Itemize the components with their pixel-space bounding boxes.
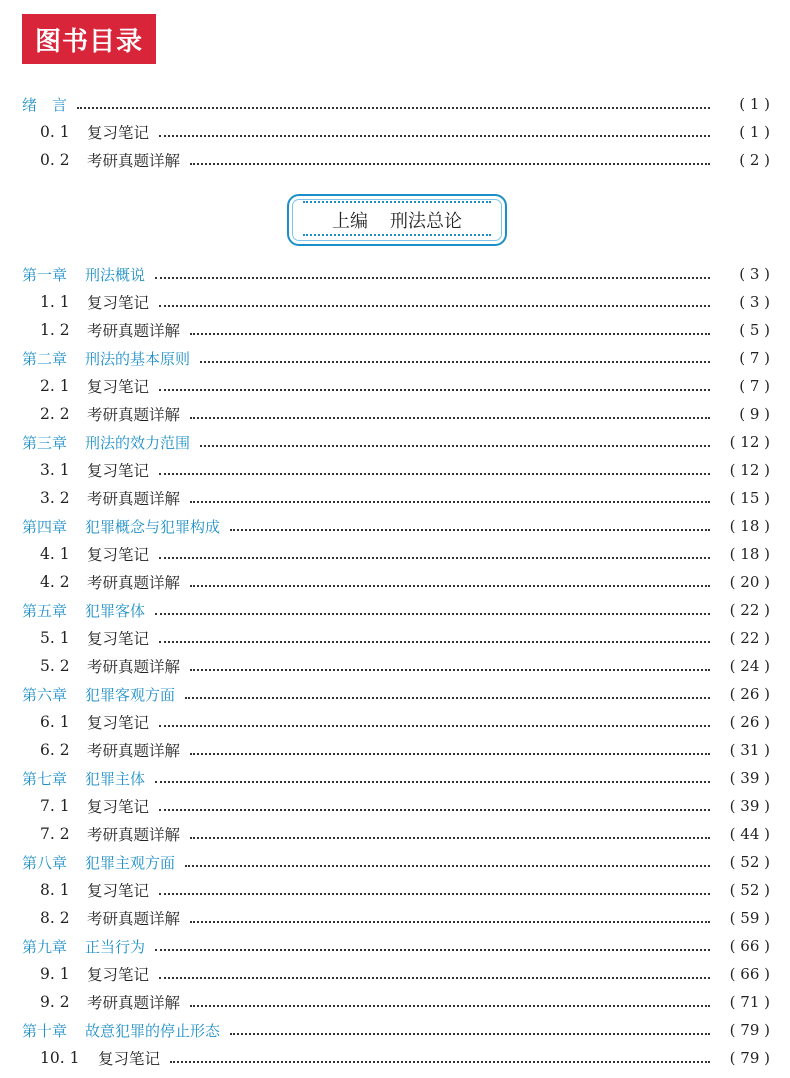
dot-leader [190, 332, 710, 335]
dot-leader [190, 752, 710, 755]
toc-entry-title [22, 432, 190, 453]
dot-leader [159, 304, 710, 307]
toc-entry-title [22, 739, 180, 761]
dot-leader [190, 500, 710, 503]
section-number: 1. 1 [40, 293, 70, 311]
chapter-label: 第一章 [22, 265, 68, 284]
dot-leader [159, 556, 710, 559]
section-number: 6. 2 [40, 741, 70, 759]
toc-entry-title [22, 403, 180, 425]
section-title: 考研真题详解 [87, 490, 181, 508]
toc-entry-title [22, 94, 67, 115]
toc-section-row[interactable] [22, 738, 770, 762]
section-number: 10. 1 [40, 1049, 80, 1067]
toc-section-row[interactable] [22, 794, 770, 818]
banner-flourish-top [303, 201, 491, 209]
section-number: 7. 2 [40, 825, 70, 843]
dot-leader [190, 668, 710, 671]
chapter-title: 刑法的效力范围 [85, 433, 191, 452]
toc-entry-title [22, 121, 149, 143]
dot-leader [230, 528, 710, 531]
dot-leader [155, 612, 710, 615]
part-title: 刑法总论 [390, 211, 462, 232]
toc-entry-title [22, 711, 149, 733]
section-title: 考研真题详解 [87, 152, 181, 170]
toc-section-row[interactable] [22, 654, 770, 678]
page-number: ( 26 ) [729, 713, 770, 731]
dot-leader [155, 276, 710, 279]
chapter-label: 第八章 [22, 853, 68, 872]
section-title: 考研真题详解 [87, 658, 181, 676]
toc-entry-title [22, 907, 180, 929]
toc-chapter-row[interactable] [22, 262, 770, 286]
toc-entry-title [22, 879, 149, 901]
toc-chapter-row[interactable] [22, 934, 770, 958]
toc-entry-title [22, 936, 145, 957]
chapter-title: 犯罪主观方面 [85, 853, 176, 872]
section-number: 2. 1 [40, 377, 70, 395]
section-title: 考研真题详解 [87, 322, 181, 340]
section-title: 考研真题详解 [87, 574, 181, 592]
section-title: 复习笔记 [87, 546, 150, 564]
toc-entry-title [22, 149, 180, 171]
page-number: ( 22 ) [729, 601, 770, 619]
toc-entry-title [22, 264, 145, 285]
toc-chapter-row[interactable] [22, 682, 770, 706]
section-title: 复习笔记 [87, 966, 150, 984]
toc-section-row[interactable] [22, 626, 770, 650]
dot-leader [159, 976, 710, 979]
toc-entry-title [22, 487, 180, 509]
page-number: ( 7 ) [739, 349, 770, 367]
chapter-label: 第三章 [22, 433, 68, 452]
section-title: 复习笔记 [87, 124, 150, 142]
toc-section-row[interactable] [22, 962, 770, 986]
chapter-label: 第四章 [22, 517, 68, 536]
toc-section-row[interactable] [22, 542, 770, 566]
page-number: ( 12 ) [729, 461, 770, 479]
page-number: ( 9 ) [739, 405, 770, 423]
chapter-title: 犯罪客体 [85, 601, 146, 620]
toc-entry-title [22, 823, 180, 845]
page-number: ( 20 ) [729, 573, 770, 591]
chapter-label: 第九章 [22, 937, 68, 956]
toc-section-row[interactable] [22, 402, 770, 426]
toc-entry-title [22, 991, 180, 1013]
section-number: 8. 2 [40, 909, 70, 927]
section-title: 考研真题详解 [87, 910, 181, 928]
page-number: ( 26 ) [729, 685, 770, 703]
toc-entry-title [22, 655, 180, 677]
dot-leader [159, 808, 710, 811]
section-number: 0. 2 [40, 151, 70, 169]
page-number: ( 66 ) [729, 965, 770, 983]
section-number: 4. 2 [40, 573, 70, 591]
toc-section-row[interactable] [22, 822, 770, 846]
page-number: ( 52 ) [729, 881, 770, 899]
page-number: ( 66 ) [729, 937, 770, 955]
toc-section-row[interactable] [22, 906, 770, 930]
section-title: 考研真题详解 [87, 994, 181, 1012]
dot-leader [159, 640, 710, 643]
dot-leader [77, 106, 710, 109]
toc-header-badge: 图书目录 [22, 14, 156, 64]
section-title: 复习笔记 [87, 630, 150, 648]
section-number: 2. 2 [40, 405, 70, 423]
toc-section-row[interactable] [22, 458, 770, 482]
toc-entry-title [22, 516, 220, 537]
page-number: ( 3 ) [739, 293, 770, 311]
page-number: ( 24 ) [729, 657, 770, 675]
page-number: ( 18 ) [729, 517, 770, 535]
toc-entry-title [22, 459, 149, 481]
dot-leader [170, 1060, 710, 1063]
page-number: ( 1 ) [739, 123, 770, 141]
page-number: ( 5 ) [739, 321, 770, 339]
toc-entry-title [22, 291, 149, 313]
page-number: ( 59 ) [729, 909, 770, 927]
page-number: ( 79 ) [729, 1049, 770, 1067]
toc-chapter-row[interactable] [22, 92, 770, 116]
page-number: ( 15 ) [729, 489, 770, 507]
toc-entry-title [22, 319, 180, 341]
page-number: ( 31 ) [729, 741, 770, 759]
section-title: 复习笔记 [87, 378, 150, 396]
toc-section-row[interactable] [22, 148, 770, 172]
toc-entry-title [22, 963, 149, 985]
section-title: 复习笔记 [87, 294, 150, 312]
chapter-label: 第二章 [22, 349, 68, 368]
toc-chapter-row[interactable] [22, 514, 770, 538]
chapter-title: 犯罪主体 [85, 769, 146, 788]
page-number: ( 7 ) [739, 377, 770, 395]
section-title: 考研真题详解 [87, 406, 181, 424]
dot-leader [200, 444, 710, 447]
section-number: 4. 1 [40, 545, 70, 563]
chapter-title: 刑法的基本原则 [85, 349, 191, 368]
toc-entry-title [22, 543, 149, 565]
dot-leader [200, 360, 710, 363]
toc-chapter-row[interactable] [22, 346, 770, 370]
dot-leader [155, 780, 710, 783]
section-number: 9. 2 [40, 993, 70, 1011]
page-number: ( 39 ) [729, 797, 770, 815]
toc-section-row[interactable] [22, 990, 770, 1014]
toc-entry-title [22, 375, 149, 397]
toc-entry-title [22, 684, 175, 705]
page-number: ( 22 ) [729, 629, 770, 647]
page-number: ( 1 ) [739, 95, 770, 113]
toc-entry-title [22, 348, 190, 369]
chapter-title: 犯罪概念与犯罪构成 [85, 517, 221, 536]
toc-section-row[interactable] [22, 1046, 770, 1070]
toc-chapter-row[interactable] [22, 1018, 770, 1042]
toc-section-row[interactable] [22, 570, 770, 594]
dot-leader [159, 472, 710, 475]
toc-section-row[interactable] [22, 486, 770, 510]
dot-leader [155, 948, 710, 951]
section-number: 0. 1 [40, 123, 70, 141]
banner-flourish-bottom [303, 234, 491, 242]
section-number: 3. 2 [40, 489, 70, 507]
chapter-title: 绪 言 [22, 95, 68, 114]
dot-leader [159, 134, 710, 137]
section-number: 6. 1 [40, 713, 70, 731]
page-number: ( 44 ) [729, 825, 770, 843]
toc-section-row[interactable] [22, 318, 770, 342]
page-number: ( 12 ) [729, 433, 770, 451]
toc-section-row[interactable] [22, 374, 770, 398]
dot-leader [185, 696, 710, 699]
dot-leader [190, 836, 710, 839]
toc-entry-title [22, 1020, 220, 1041]
section-title: 复习笔记 [87, 798, 150, 816]
dot-leader [190, 584, 710, 587]
chapter-label: 第七章 [22, 769, 68, 788]
section-title: 复习笔记 [98, 1050, 161, 1068]
section-number: 7. 1 [40, 797, 70, 815]
section-title: 考研真题详解 [87, 826, 181, 844]
toc-entry-title [22, 1047, 160, 1069]
chapter-title: 犯罪客观方面 [85, 685, 176, 704]
toc-entry-title [22, 768, 145, 789]
section-title: 复习笔记 [87, 714, 150, 732]
section-title: 复习笔记 [87, 462, 150, 480]
section-number: 9. 1 [40, 965, 70, 983]
section-title: 复习笔记 [87, 882, 150, 900]
chapter-title: 刑法概说 [85, 265, 146, 284]
toc-section-row[interactable] [22, 710, 770, 734]
page-number: ( 79 ) [729, 1021, 770, 1039]
section-number: 5. 2 [40, 657, 70, 675]
page-number: ( 2 ) [739, 151, 770, 169]
toc-section-row[interactable] [22, 290, 770, 314]
section-number: 3. 1 [40, 461, 70, 479]
chapter-label: 第六章 [22, 685, 68, 704]
chapter-title: 故意犯罪的停止形态 [85, 1021, 221, 1040]
toc-entry-title [22, 627, 149, 649]
section-number: 8. 1 [40, 881, 70, 899]
dot-leader [190, 416, 710, 419]
toc-chapter-row[interactable] [22, 766, 770, 790]
toc-entry-title [22, 852, 175, 873]
toc-chapter-row[interactable] [22, 850, 770, 874]
chapter-label: 第十章 [22, 1021, 68, 1040]
dot-leader [185, 864, 710, 867]
dot-leader [190, 1004, 710, 1007]
chapter-label: 第五章 [22, 601, 68, 620]
toc-entry-title [22, 600, 145, 621]
dot-leader [159, 892, 710, 895]
toc-chapter-row[interactable] [22, 598, 770, 622]
dot-leader [159, 724, 710, 727]
page-number: ( 52 ) [729, 853, 770, 871]
toc-entry-title [22, 795, 149, 817]
page-number: ( 18 ) [729, 545, 770, 563]
section-number: 5. 1 [40, 629, 70, 647]
chapter-title: 正当行为 [85, 937, 146, 956]
toc-section-row[interactable] [22, 120, 770, 144]
page-number: ( 39 ) [729, 769, 770, 787]
dot-leader [190, 162, 710, 165]
dot-leader [190, 920, 710, 923]
section-title: 考研真题详解 [87, 742, 181, 760]
dot-leader [230, 1032, 710, 1035]
toc-section-row[interactable] [22, 878, 770, 902]
page-number: ( 3 ) [739, 265, 770, 283]
part-label: 上编 [332, 211, 368, 232]
part-banner [287, 194, 507, 246]
toc-chapter-row[interactable] [22, 430, 770, 454]
section-number: 1. 2 [40, 321, 70, 339]
page-number: ( 71 ) [729, 993, 770, 1011]
dot-leader [159, 388, 710, 391]
toc-entry-title [22, 571, 180, 593]
